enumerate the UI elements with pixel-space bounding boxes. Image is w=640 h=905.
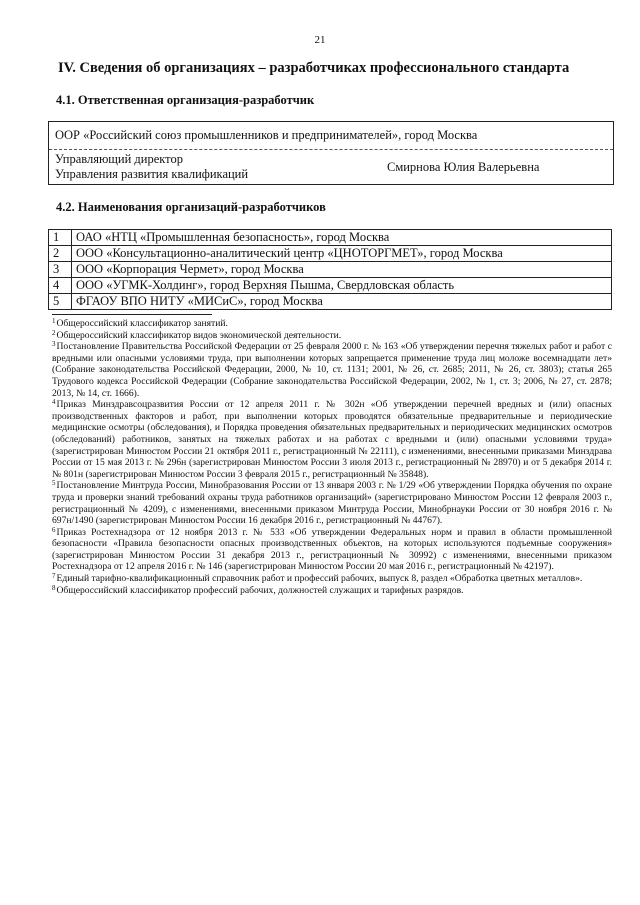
row-number: 5	[49, 294, 72, 310]
table-row	[49, 246, 612, 262]
position-line-1: Управляющий директор	[55, 152, 183, 166]
table-row	[49, 278, 612, 294]
footnote-mark: 3	[52, 340, 56, 349]
footnote-mark: 8	[52, 583, 56, 592]
row-org-name: ООО «УГМК-Холдинг», город Верхняя Пышма, Свердловская область	[72, 278, 612, 294]
footnote-text: Общероссийский классификатор занятий.	[56, 318, 228, 329]
position-line-2: Управления развития квалификаций	[55, 167, 249, 181]
footnote-text: Приказ Ростехнадзора от 12 ноября 2013 г. № 533 «Об утверждении Федеральных норм и правил в области промышленной безопасности «Правила безопасности опасных производственных объектов, на которых используются подъемные сооружения» (зарегистрирован Минюстом России 31 декабря 2013 г., регистрационный № 30992) с изменениями, внесенными приказом Ростехнадзора от 12 апреля 2016 г. № 146 (зарегистрирован Минюстом России 20 мая 2016 г., регистрационный № 42197).	[52, 526, 612, 573]
footnote	[52, 341, 612, 399]
responsible-position	[55, 152, 248, 182]
developers-table	[48, 229, 612, 310]
footnote-mark: 6	[52, 525, 56, 534]
footnote-text: Постановление Правительства Российской Федерации от 25 февраля 2000 г. № 163 «Об утверждении перечня тяжелых работ и работ с вредными или опасными условиями труда, при выполнении которых запрещается применение труда лиц моложе восемнадцати лет» (Собрание законодательства Российской Федерации, 2000, № 10, ст. 1131; 2001, № 26, ст. 2685; 2011, № 26, ст. 3803); статья 265 Трудового кодекса Российской Федерации (Собрание законодательства Российской Федерации, 2002, № 1, ст. 3; 2006, № 27, ст. 2878; 2013, № 14, ст. 1666).	[52, 341, 612, 399]
footnotes	[52, 318, 612, 596]
row-number: 4	[49, 278, 72, 294]
footnote-text: Единый тарифно-квалификационный справочник работ и профессий рабочих, выпуск 8, раздел «Обработка цветных металлов».	[56, 573, 583, 585]
row-number: 3	[49, 262, 72, 278]
row-org-name: ООО «Корпорация Чермет», город Москва	[72, 262, 612, 278]
page-number: 21	[314, 34, 326, 46]
footnote-text: Постановление Минтруда России, Минобразования России от 13 января 2003 г. № 1/29 «Об утверждении Порядка обучения по охране труда и проверки знаний требований охраны труда работников организаций» (зарегистрировано Минюстом России 12 февраля 2003 г., регистрационный № 4209), с изменениями, внесенными приказом Минтруда России, Минобрнауки России от 30 ноября 2016 г. № 697н/1490 (зарегистрирован Минюстом России 16 декабря 2016 г., регистрационный № 44767).	[52, 480, 612, 527]
developers-heading: 4.2. Наименования организаций-разработчиков	[56, 200, 326, 214]
footnote	[52, 527, 612, 573]
footnote-text: Приказ Минздравсоцразвития России от 12 апреля 2011 г. № 302н «Об утверждении перечней вредных и (или) опасных производственных факторов и работ, при выполнении которых проводятся обязательные предварительные и периодические медицинские осмотры (обследования), и Порядка проведения обязательных предварительных и периодических медицинских осмотров (обследований) работников, занятых на тяжелых работах и на работах с вредными и (или) опасными условиями труда» (зарегистрирован Минюстом России 21 октября 2011 г., регистрационный № 22111), с изменениями, внесенными приказами Минздрава России от 15 мая 2013 г. № 296н (зарегистрирован Минюстом России 3 июля 2013 г., регистрационный № 28970) и от 5 декабря 2014 г. № 801н (зарегистрирован Минюстом России 3 февраля 2015 г., регистрационный № 35848).	[52, 399, 612, 480]
footnote	[52, 318, 612, 330]
responsible-person-name: Смирнова Юлия Валерьевна	[387, 160, 540, 174]
row-org-name: ОАО «НТЦ «Промышленная безопасность», город Москва	[72, 230, 612, 246]
footnote	[52, 480, 612, 526]
row-number: 1	[49, 230, 72, 246]
footnote	[52, 585, 612, 597]
row-number: 2	[49, 246, 72, 262]
footnote	[52, 399, 612, 480]
footnote-mark: 4	[52, 398, 56, 407]
footnote-mark: 5	[52, 479, 56, 488]
footnote	[52, 330, 612, 342]
footnote-text: Общероссийский классификатор профессий рабочих, должностей служащих и тарифных разрядов.	[56, 584, 464, 596]
footnote-text: Общероссийский классификатор видов экономической деятельности.	[56, 329, 342, 341]
footnote	[52, 573, 612, 585]
table-row	[49, 262, 612, 278]
row-org-name: ООО «Консультационно-аналитический центр «ЦНОТОРГМЕТ», город Москва	[72, 246, 612, 262]
table-row	[49, 230, 612, 246]
footnote-mark: 1	[52, 317, 56, 325]
responsible-org-heading: 4.1. Ответственная организация-разработчик	[56, 93, 315, 107]
section-title: IV. Сведения об организациях – разработчиках профессионального стандарта	[58, 60, 570, 76]
responsible-org-box	[48, 121, 614, 185]
footnote-mark: 7	[52, 572, 56, 581]
footnote-mark: 2	[52, 328, 56, 337]
responsible-org-name: ООР «Российский союз промышленников и предпринимателей», город Москва	[49, 122, 613, 150]
responsible-person-row	[49, 150, 613, 185]
table-row	[49, 294, 612, 310]
row-org-name: ФГАОУ ВПО НИТУ «МИСиС», город Москва	[72, 294, 612, 310]
footnote-separator	[52, 314, 212, 315]
